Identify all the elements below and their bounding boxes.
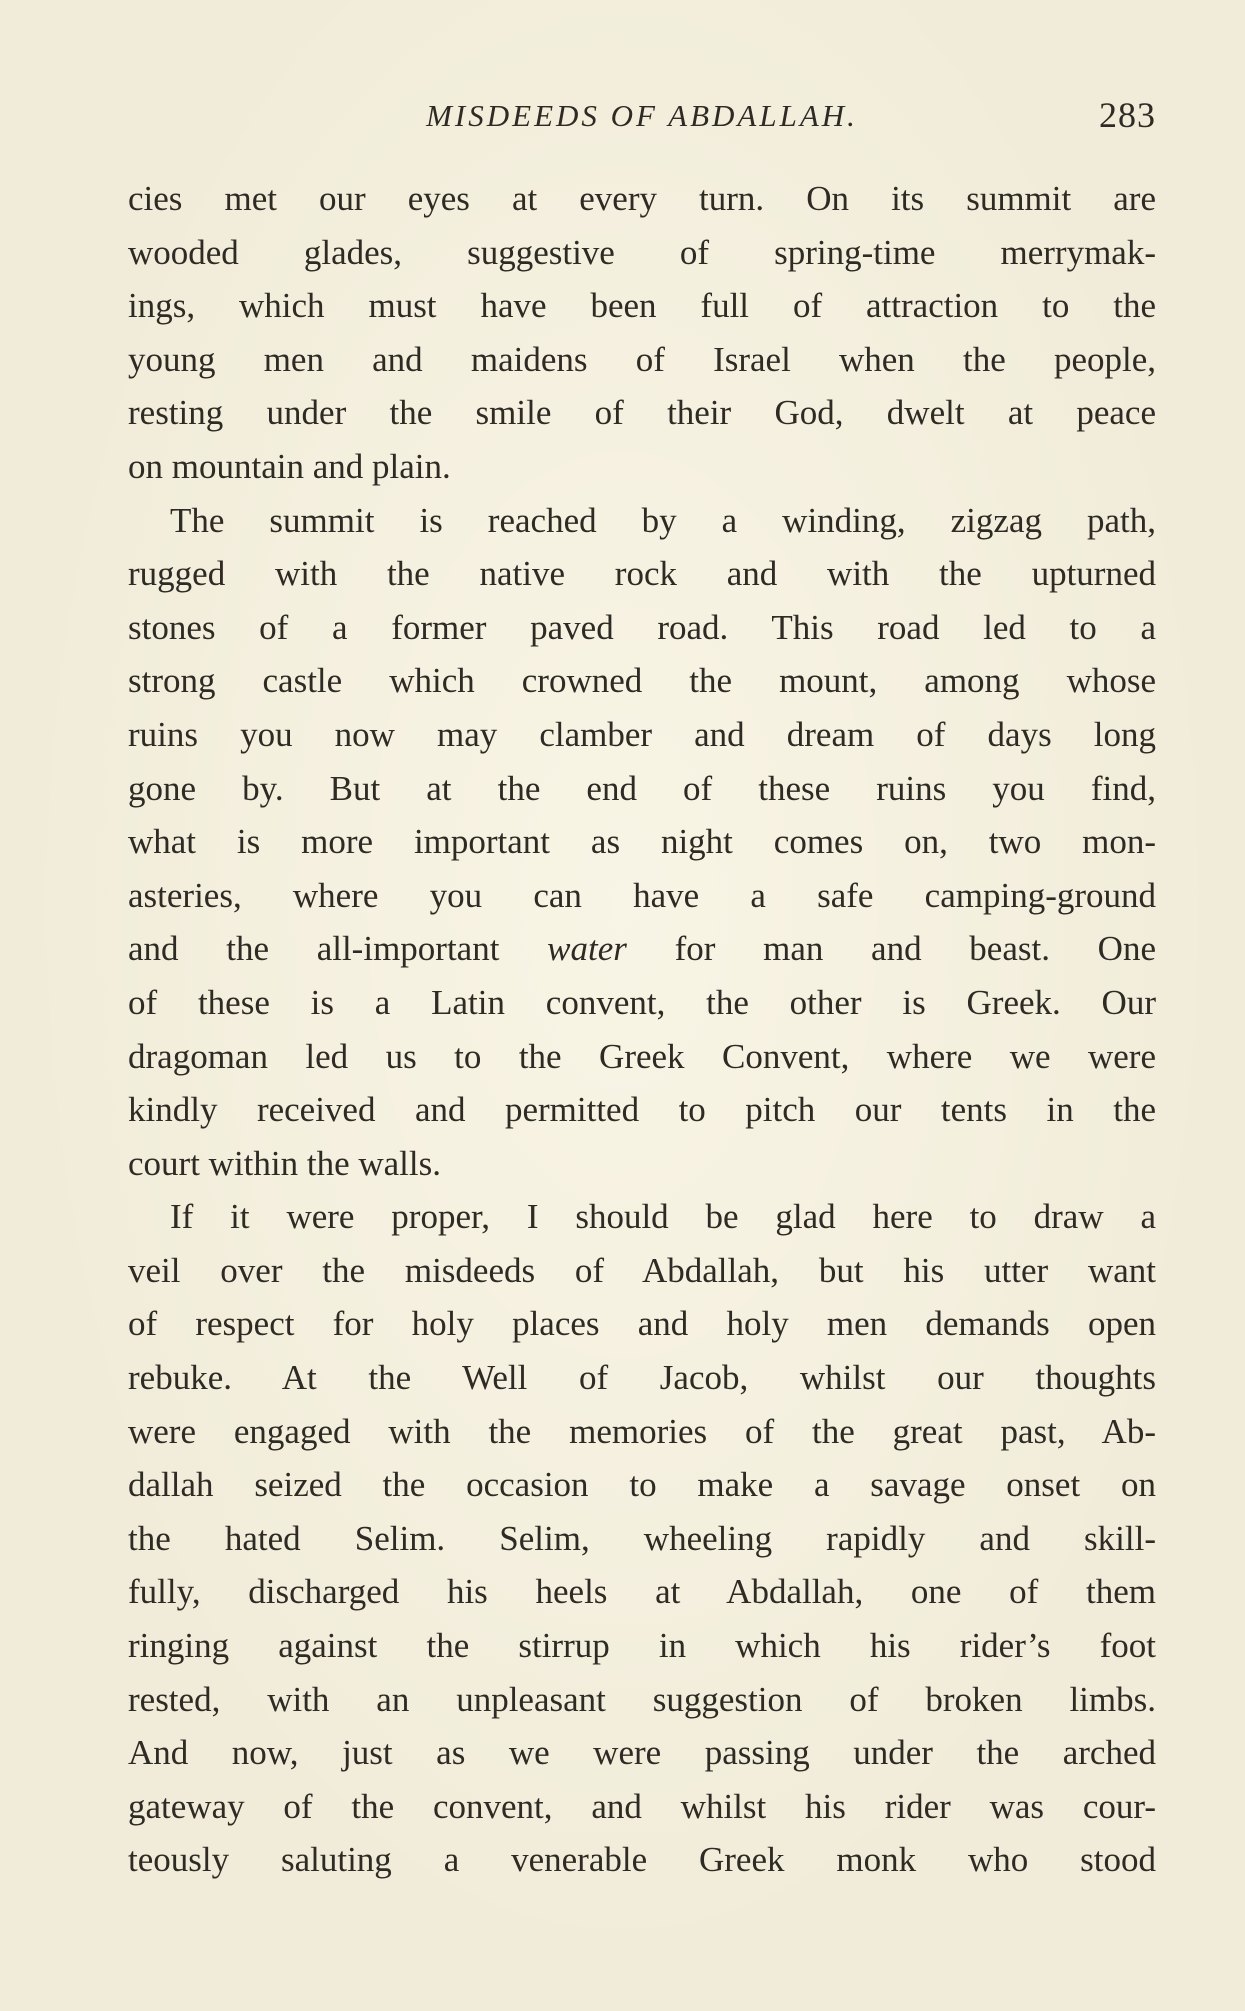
paragraph-first-line: The summit is reached by a winding, zigzag path, <box>170 500 1156 540</box>
text-line: kindly received and permitted to pitch our tents in the <box>128 1090 1156 1130</box>
text-line: dallah seized the occasion to make a savage onset on <box>128 1465 1156 1505</box>
text-line: cies met our eyes at every turn. On its summit are <box>128 179 1156 218</box>
text-line: ringing against the stirrup in which his rider’s foot <box>128 1626 1156 1666</box>
text-line: gateway of the convent, and whilst his rider was cour- <box>128 1786 1156 1826</box>
text-line: on mountain and plain. <box>128 446 451 486</box>
running-head <box>128 92 1156 142</box>
text-line-with-emphasis <box>128 922 1156 976</box>
body-text <box>128 172 1156 1887</box>
text-line: gone by. But at the end of these ruins you find, <box>128 768 1156 808</box>
text-line: rebuke. At the Well of Jacob, whilst our thoughts <box>128 1358 1156 1398</box>
text-line: of these is a Latin convent, the other is Greek. Our <box>128 982 1156 1022</box>
text-line: And now, just as we were passing under the arched <box>128 1733 1156 1773</box>
text-line: of respect for holy places and holy men demands open <box>128 1304 1156 1344</box>
text-segment: and the all-important <box>128 929 548 969</box>
text-line: rested, with an unpleasant suggestion of broken limbs. <box>128 1679 1156 1719</box>
text-segment: for man and beast. One <box>626 929 1156 969</box>
text-line: the hated Selim. Selim, wheeling rapidly and skill- <box>128 1518 1156 1558</box>
text-line: court within the walls. <box>128 1143 442 1183</box>
text-line: dragoman led us to the Greek Convent, where we were <box>128 1036 1156 1076</box>
paragraph-first-line: If it were proper, I should be glad here to draw a <box>170 1197 1156 1237</box>
text-line: wooded glades, suggestive of spring-time merrymak- <box>128 232 1156 272</box>
text-line: resting under the smile of their God, dwelt at peace <box>128 393 1156 433</box>
text-line: young men and maidens of Israel when the people, <box>128 339 1156 379</box>
text-line: strong castle which crowned the mount, among whose <box>128 661 1156 701</box>
text-line: rugged with the native rock and with the upturned <box>128 554 1156 594</box>
text-line: ings, which must have been full of attraction to the <box>128 286 1156 326</box>
running-title: MISDEEDS OF ABDALLAH. <box>426 98 858 133</box>
text-line: were engaged with the memories of the great past, Ab- <box>128 1411 1156 1451</box>
text-line: what is more important as night comes on, two mon- <box>128 822 1156 862</box>
text-line: fully, discharged his heels at Abdallah, one of them <box>128 1572 1156 1612</box>
text-line: asteries, where you can have a safe camping-ground <box>128 875 1156 915</box>
text-line: teously saluting a venerable Greek monk who stood <box>128 1840 1156 1880</box>
page-number: 283 <box>1099 95 1156 135</box>
text-line: stones of a former paved road. This road led to a <box>128 607 1156 647</box>
text-line: ruins you now may clamber and dream of days long <box>128 714 1156 754</box>
emphasized-word: water <box>547 929 627 969</box>
text-line: veil over the misdeeds of Abdallah, but his utter want <box>128 1250 1156 1290</box>
